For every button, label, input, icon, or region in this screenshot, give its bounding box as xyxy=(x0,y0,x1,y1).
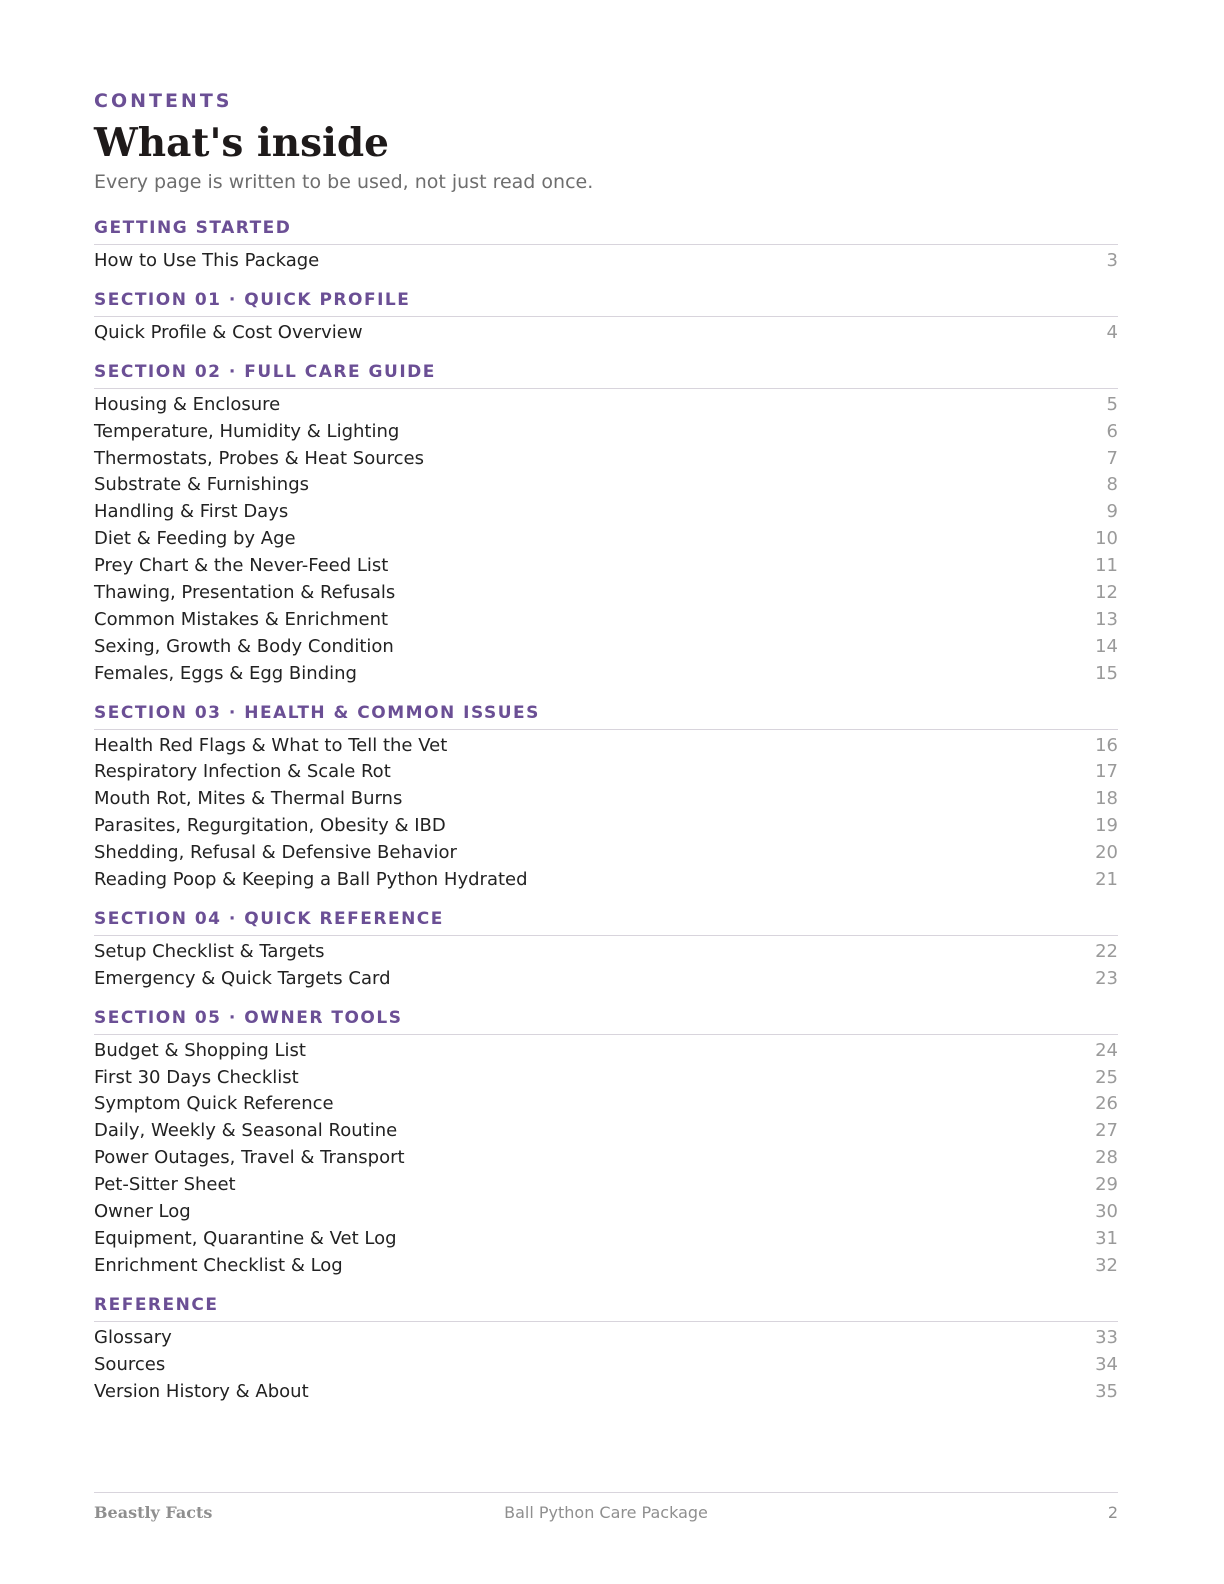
toc-entry-title: Substrate & Furnishings xyxy=(94,474,310,496)
toc-entry[interactable] xyxy=(94,472,1118,499)
toc-entry[interactable] xyxy=(94,1172,1118,1199)
toc-entry[interactable] xyxy=(94,759,1118,786)
toc-section xyxy=(94,358,1118,699)
toc-entry[interactable] xyxy=(94,1145,1118,1172)
toc-entry-title: First 30 Days Checklist xyxy=(94,1066,299,1088)
toc-section xyxy=(94,286,1118,358)
toc-entry-title: Owner Log xyxy=(94,1201,191,1223)
toc-entry-page-number: 30 xyxy=(1095,1201,1118,1223)
toc-entry[interactable] xyxy=(94,499,1118,526)
toc-entry[interactable] xyxy=(94,966,1118,993)
toc-entry-page-number: 6 xyxy=(1106,420,1118,442)
toc-entry-page-number: 16 xyxy=(1095,734,1118,756)
toc-entry[interactable] xyxy=(94,526,1118,553)
toc-entry-page-number: 14 xyxy=(1095,635,1118,657)
toc-entry[interactable] xyxy=(94,867,1118,894)
toc-entry-page-number: 34 xyxy=(1095,1353,1118,1375)
toc-entry-page-number: 17 xyxy=(1095,761,1118,783)
toc-entry-page-number: 19 xyxy=(1095,815,1118,837)
toc-entry-list xyxy=(94,936,1118,1004)
toc-entry-title: Housing & Enclosure xyxy=(94,393,281,415)
toc-entry-title: Mouth Rot, Mites & Thermal Burns xyxy=(94,788,403,810)
toc-entry-title: Sexing, Growth & Body Condition xyxy=(94,635,394,657)
toc-entry-page-number: 21 xyxy=(1095,869,1118,891)
toc-entry-page-number: 5 xyxy=(1106,393,1118,415)
toc-section xyxy=(94,699,1118,905)
toc-entry[interactable] xyxy=(94,840,1118,867)
toc-entry-title: Thawing, Presentation & Refusals xyxy=(94,582,396,604)
toc-entry-title: Shedding, Refusal & Defensive Behavior xyxy=(94,842,457,864)
toc-entry[interactable] xyxy=(94,1253,1118,1280)
footer-document-title: Ball Python Care Package xyxy=(504,1503,708,1522)
toc-entry-title: Setup Checklist & Targets xyxy=(94,940,325,962)
toc-entry-list xyxy=(94,389,1118,699)
toc-entry-page-number: 25 xyxy=(1095,1066,1118,1088)
toc-entry-page-number: 12 xyxy=(1095,582,1118,604)
toc-entry-page-number: 11 xyxy=(1095,555,1118,577)
toc-entry-title: Emergency & Quick Targets Card xyxy=(94,967,391,989)
toc-entry-title: Diet & Feeding by Age xyxy=(94,528,296,550)
toc-entry-list xyxy=(94,1322,1118,1417)
toc-entry-title: Females, Eggs & Egg Binding xyxy=(94,662,357,684)
toc-entry-page-number: 4 xyxy=(1106,321,1118,343)
toc-entry-title: Handling & First Days xyxy=(94,501,289,523)
toc-entry[interactable] xyxy=(94,1352,1118,1379)
toc-entry-page-number: 3 xyxy=(1106,250,1118,271)
toc-entry-page-number: 18 xyxy=(1095,788,1118,810)
toc-entry-title: How to Use This Package xyxy=(94,250,320,271)
section-heading: SECTION 02 · FULL CARE GUIDE xyxy=(94,358,1118,389)
toc-entry-page-number: 23 xyxy=(1095,967,1118,989)
section-heading: SECTION 03 · HEALTH & COMMON ISSUES xyxy=(94,699,1118,730)
toc-section xyxy=(94,1004,1118,1291)
toc-entry-list xyxy=(94,1035,1118,1291)
toc-entry-page-number: 9 xyxy=(1106,501,1118,523)
toc-entry-title: Health Red Flags & What to Tell the Vet xyxy=(94,734,448,756)
toc-entry[interactable] xyxy=(94,1226,1118,1253)
toc-entry-page-number: 7 xyxy=(1106,447,1118,469)
toc-entry-page-number: 8 xyxy=(1106,474,1118,496)
toc-entry-page-number: 29 xyxy=(1095,1174,1118,1196)
toc-entry-page-number: 31 xyxy=(1095,1227,1118,1249)
toc-entry-title: Power Outages, Travel & Transport xyxy=(94,1147,405,1169)
section-heading: GETTING STARTED xyxy=(94,214,1118,245)
toc-entry-page-number: 33 xyxy=(1095,1326,1118,1348)
toc-entry[interactable] xyxy=(94,1325,1118,1352)
table-of-contents xyxy=(94,214,1118,1416)
toc-entry-page-number: 27 xyxy=(1095,1120,1118,1142)
footer-page-number: 2 xyxy=(1107,1503,1118,1522)
toc-entry[interactable] xyxy=(94,1118,1118,1145)
toc-entry-page-number: 10 xyxy=(1095,528,1118,550)
toc-entry-title: Temperature, Humidity & Lighting xyxy=(94,420,400,442)
footer-divider xyxy=(94,1492,1118,1493)
footer-brand: Beastly Facts xyxy=(94,1503,213,1522)
toc-entry-page-number: 20 xyxy=(1095,842,1118,864)
toc-entry-title: Version History & About xyxy=(94,1380,309,1402)
toc-entry-page-number: 13 xyxy=(1095,608,1118,630)
toc-entry-page-number: 28 xyxy=(1095,1147,1118,1169)
toc-entry[interactable] xyxy=(94,392,1118,419)
toc-entry-title: Glossary xyxy=(94,1326,172,1348)
toc-entry-title: Quick Profile & Cost Overview xyxy=(94,321,363,343)
toc-entry-page-number: 35 xyxy=(1095,1380,1118,1402)
toc-entry[interactable] xyxy=(94,786,1118,813)
toc-entry[interactable] xyxy=(94,553,1118,580)
toc-entry[interactable] xyxy=(94,939,1118,966)
toc-section xyxy=(94,905,1118,1004)
section-heading: SECTION 05 · OWNER TOOLS xyxy=(94,1004,1118,1035)
page-footer xyxy=(94,1503,1118,1527)
toc-entry[interactable] xyxy=(94,661,1118,688)
toc-entry-title: Budget & Shopping List xyxy=(94,1039,306,1061)
page-subtitle: Every page is written to be used, not just read once. xyxy=(94,171,594,193)
toc-entry-list xyxy=(94,730,1118,905)
toc-entry-title: Pet-Sitter Sheet xyxy=(94,1174,236,1196)
toc-entry[interactable] xyxy=(94,419,1118,446)
toc-entry[interactable] xyxy=(94,248,1118,275)
toc-entry[interactable] xyxy=(94,320,1118,347)
page-title: What's inside xyxy=(94,120,389,166)
toc-entry[interactable] xyxy=(94,1038,1118,1065)
section-heading: REFERENCE xyxy=(94,1291,1118,1322)
section-heading: SECTION 04 · QUICK REFERENCE xyxy=(94,905,1118,936)
toc-entry-title: Common Mistakes & Enrichment xyxy=(94,608,389,630)
toc-entry-list xyxy=(94,317,1118,358)
section-heading: SECTION 01 · QUICK PROFILE xyxy=(94,286,1118,317)
toc-entry-title: Thermostats, Probes & Heat Sources xyxy=(94,447,424,469)
toc-entry[interactable] xyxy=(94,607,1118,634)
toc-entry[interactable] xyxy=(94,733,1118,760)
toc-entry-title: Reading Poop & Keeping a Ball Python Hydrated xyxy=(94,869,528,891)
toc-section xyxy=(94,1291,1118,1417)
toc-entry-page-number: 15 xyxy=(1095,662,1118,684)
toc-entry-title: Parasites, Regurgitation, Obesity & IBD xyxy=(94,815,446,837)
toc-entry-title: Daily, Weekly & Seasonal Routine xyxy=(94,1120,398,1142)
toc-entry[interactable] xyxy=(94,1199,1118,1226)
toc-entry-title: Sources xyxy=(94,1353,166,1375)
toc-entry-page-number: 24 xyxy=(1095,1039,1118,1061)
toc-entry-title: Prey Chart & the Never-Feed List xyxy=(94,555,389,577)
toc-entry-title: Respiratory Infection & Scale Rot xyxy=(94,761,391,783)
toc-entry[interactable] xyxy=(94,813,1118,840)
toc-entry-title: Symptom Quick Reference xyxy=(94,1093,334,1115)
toc-entry-page-number: 22 xyxy=(1095,940,1118,962)
toc-entry-title: Enrichment Checklist & Log xyxy=(94,1254,343,1276)
toc-entry[interactable] xyxy=(94,446,1118,473)
toc-entry-page-number: 26 xyxy=(1095,1093,1118,1115)
toc-entry[interactable] xyxy=(94,580,1118,607)
toc-entry[interactable] xyxy=(94,1379,1118,1406)
toc-entry[interactable] xyxy=(94,1091,1118,1118)
toc-section xyxy=(94,214,1118,286)
toc-entry-list xyxy=(94,245,1118,286)
toc-entry-title: Equipment, Quarantine & Vet Log xyxy=(94,1227,397,1249)
contents-kicker: CONTENTS xyxy=(94,90,233,112)
toc-entry[interactable] xyxy=(94,634,1118,661)
toc-entry[interactable] xyxy=(94,1065,1118,1092)
toc-entry-page-number: 32 xyxy=(1095,1254,1118,1276)
